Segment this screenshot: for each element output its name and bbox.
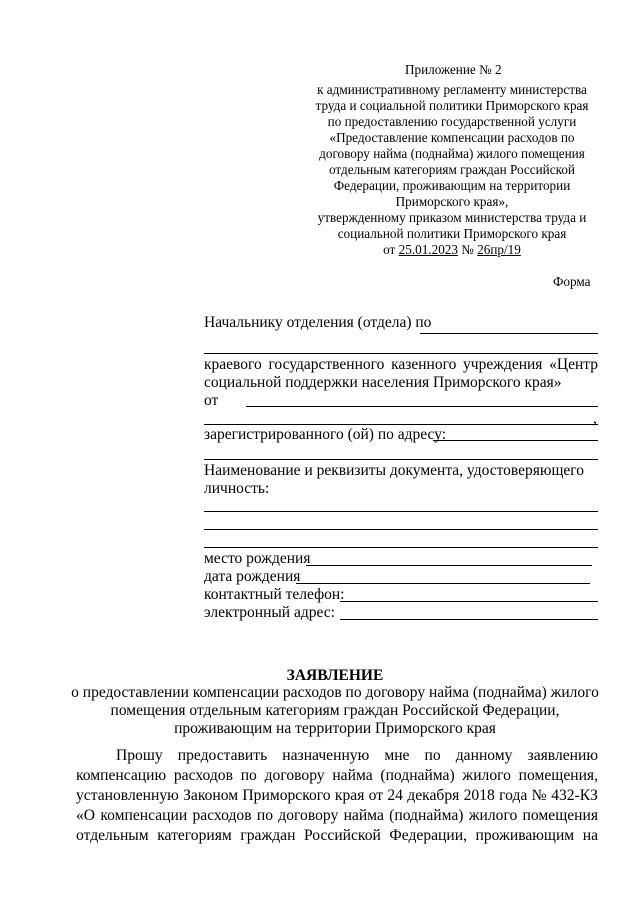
registered-address-field-line-1[interactable] bbox=[433, 440, 598, 441]
phone-label: контактный телефон: bbox=[204, 586, 345, 603]
registered-address-field-line-2[interactable] bbox=[204, 459, 598, 460]
from-label: от bbox=[204, 392, 219, 409]
statement-body-line: установленную Законом Приморского края от 24 декабря 2018 года № 432-КЗ bbox=[76, 787, 598, 804]
statement-title: ЗАЯВЛЕНИЕ bbox=[286, 667, 384, 684]
department-field-line-2[interactable] bbox=[204, 353, 598, 354]
statement-body-line: отдельным категориям граждан Российской Федерации, проживающим на bbox=[76, 827, 598, 844]
comma: , bbox=[593, 410, 597, 427]
statement-subtitle-line: проживающим на территории Приморского края bbox=[174, 720, 496, 737]
appendix-line: труда и социальной политики Приморского края bbox=[315, 98, 589, 113]
institution-line-2: социальной поддержки населения Приморского края» bbox=[204, 374, 562, 391]
appendix-date-line bbox=[298, 242, 606, 258]
statement-subtitle bbox=[30, 684, 640, 738]
form-label: Форма bbox=[553, 274, 591, 289]
id-document-label-2: личность: bbox=[204, 480, 270, 497]
appendix-line: «Предоставление компенсации расходов по bbox=[329, 130, 575, 145]
birthdate-field-line[interactable] bbox=[296, 583, 590, 584]
department-field-line-1[interactable] bbox=[420, 333, 598, 334]
appendix-line: утвержденному приказом министерства труда и bbox=[317, 210, 587, 225]
birthplace-label: место рождения bbox=[204, 550, 311, 567]
statement-subtitle-line: о предоставлении компенсации расходов по договору найма (поднайма) жилого bbox=[71, 684, 599, 701]
order-number: 26пр/19 bbox=[477, 242, 521, 257]
registered-address-label: зарегистрированного (ой) по адресу: bbox=[204, 426, 447, 443]
statement-body-line: Прошу предоставить назначенную мне по данному заявлению bbox=[116, 747, 598, 764]
addressee-to: Начальнику отделения (отдела) по bbox=[204, 314, 432, 331]
appendix-line: социальной политики Приморского края bbox=[337, 226, 567, 241]
statement-body bbox=[76, 746, 598, 846]
email-label: электронный адрес: bbox=[204, 604, 335, 621]
appendix-title: Приложение № 2 bbox=[405, 62, 502, 77]
order-date: 25.01.2023 bbox=[398, 242, 458, 257]
id-document-field-line-1[interactable] bbox=[204, 511, 598, 512]
number-prefix: № bbox=[457, 242, 478, 257]
birthplace-field-line[interactable] bbox=[306, 565, 592, 566]
statement-body-line: компенсацию расходов по договору найма (поднайма) жилого помещения, bbox=[76, 767, 598, 784]
applicant-name-field-line-2[interactable] bbox=[204, 424, 598, 425]
id-document-field-line-2[interactable] bbox=[204, 529, 598, 530]
appendix-line: Приморского края», bbox=[395, 194, 509, 209]
applicant-name-field-line-1[interactable] bbox=[246, 406, 598, 407]
appendix-line: к административному регламенту министерства bbox=[317, 82, 587, 97]
email-field-line[interactable] bbox=[340, 619, 598, 620]
statement-subtitle-line: помещения отдельным категориям граждан Российской Федерации, bbox=[110, 702, 560, 719]
appendix-regulation-text bbox=[298, 82, 606, 258]
id-document-field-line-3[interactable] bbox=[204, 547, 598, 548]
appendix-line: договору найма (поднайма) жилого помещения bbox=[319, 146, 585, 161]
appendix-line: Федерации, проживающим на территории bbox=[333, 178, 571, 193]
phone-field-line[interactable] bbox=[340, 601, 598, 602]
date-prefix: от bbox=[383, 242, 399, 257]
appendix-line: по предоставлению государственной услуги bbox=[327, 114, 577, 129]
institution-line-1: краевого государственного казенного учреждения «Центр bbox=[204, 356, 598, 373]
id-document-label-1: Наименование и реквизиты документа, удостоверяющего bbox=[204, 462, 585, 479]
appendix-line: отдельным категориям граждан Российской bbox=[329, 162, 575, 177]
birthdate-label: дата рождения bbox=[204, 568, 301, 585]
statement-body-line: «О компенсации расходов по договору найма (поднайма) жилого помещения bbox=[76, 807, 598, 824]
